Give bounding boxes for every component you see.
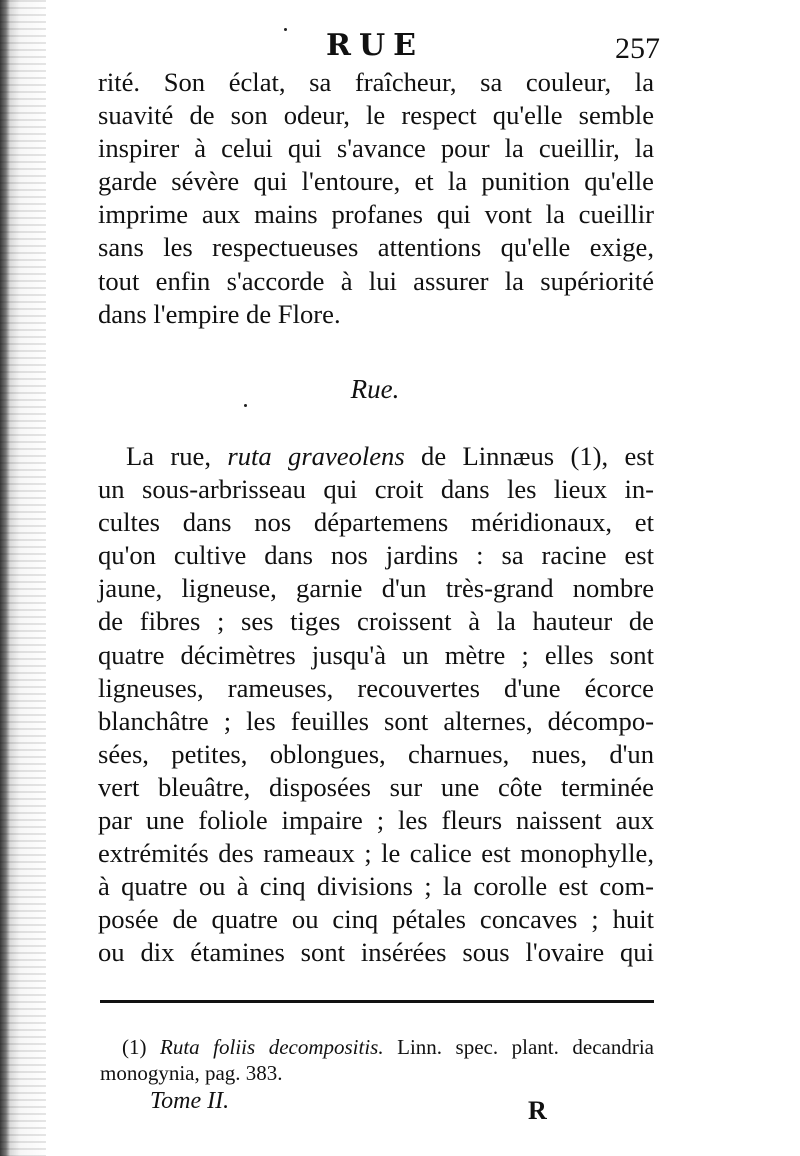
text-line: extrémités des rameaux ; le calice est monophylle, bbox=[98, 838, 654, 869]
text-line: vert bleuâtre, disposées sur une côte terminée bbox=[98, 771, 654, 802]
text-line: garde sévère qui l'entoure, et la punition qu'elle bbox=[98, 166, 654, 197]
footnote-line bbox=[100, 1034, 654, 1060]
text-line: inspirer à celui qui s'avance pour la cueillir, la bbox=[98, 133, 654, 164]
text-line: cultes dans nos départemens méridionaux, et bbox=[98, 507, 654, 538]
volume-signature: Tome II. bbox=[150, 1088, 230, 1114]
running-head-title: RUE bbox=[326, 28, 424, 63]
page-number: 257 bbox=[615, 32, 660, 65]
text-line: à quatre ou à cinq divisions ; la corolle est com- bbox=[98, 871, 654, 902]
footnote bbox=[100, 1034, 654, 1086]
paragraph-rue bbox=[98, 440, 654, 970]
text-line: un sous-arbrisseau qui croit dans les lieux in- bbox=[98, 474, 654, 505]
text-line: suavité de son odeur, le respect qu'elle semble bbox=[98, 100, 654, 131]
footnote-marker: (1) bbox=[122, 1035, 160, 1059]
text-line: par une foliole impaire ; les fleurs naissent aux bbox=[98, 805, 654, 836]
text-line-first bbox=[98, 440, 654, 473]
paragraph-continued bbox=[98, 66, 654, 331]
latin-name: ruta graveolens bbox=[227, 441, 405, 471]
section-heading: Rue. bbox=[350, 374, 400, 404]
gathering-mark: R bbox=[528, 1096, 547, 1125]
text-line: blanchâtre ; les feuilles sont alternes, décompo- bbox=[98, 705, 654, 736]
text-line: ou dix étamines sont insérées sous l'ovaire qui bbox=[98, 937, 654, 968]
book-binding-edge bbox=[0, 0, 46, 1156]
text-line: de fibres ; ses tiges croissent à la hauteur de bbox=[98, 606, 654, 637]
text-line: jaune, ligneuse, garnie d'un très-grand nombre bbox=[98, 573, 654, 604]
footnote-rule bbox=[100, 1000, 654, 1003]
text-line: dans l'empire de Flore. bbox=[98, 298, 341, 329]
footnote-text: Linn. spec. plant. decandria bbox=[383, 1035, 654, 1059]
footnote-line: monogynia, pag. 383. bbox=[100, 1061, 283, 1085]
text-line: posée de quatre ou cinq pétales concaves ; huit bbox=[98, 904, 654, 935]
footnote-latin: Ruta foliis decompositis. bbox=[160, 1035, 384, 1059]
text-line: sées, petites, oblongues, charnues, nues, d'un bbox=[98, 738, 654, 769]
text-line: tout enfin s'accorde à lui assurer la supériorité bbox=[98, 265, 654, 296]
text-line: imprime aux mains profanes qui vont la cueillir bbox=[98, 199, 654, 230]
text-line: sans les respectueuses attentions qu'elle exige, bbox=[98, 232, 654, 263]
text-segment: La rue, bbox=[126, 441, 228, 471]
running-head bbox=[90, 28, 660, 68]
text-line: qu'on cultive dans nos jardins : sa racine est bbox=[98, 540, 654, 571]
text-segment: de Linnæus (1), est bbox=[404, 441, 654, 471]
text-line: quatre décimètres jusqu'à un mètre ; elles sont bbox=[98, 639, 654, 670]
text-line: rité. Son éclat, sa fraîcheur, sa couleur, la bbox=[98, 67, 654, 97]
text-line: ligneuses, rameuses, recouvertes d'une écorce bbox=[98, 672, 654, 703]
